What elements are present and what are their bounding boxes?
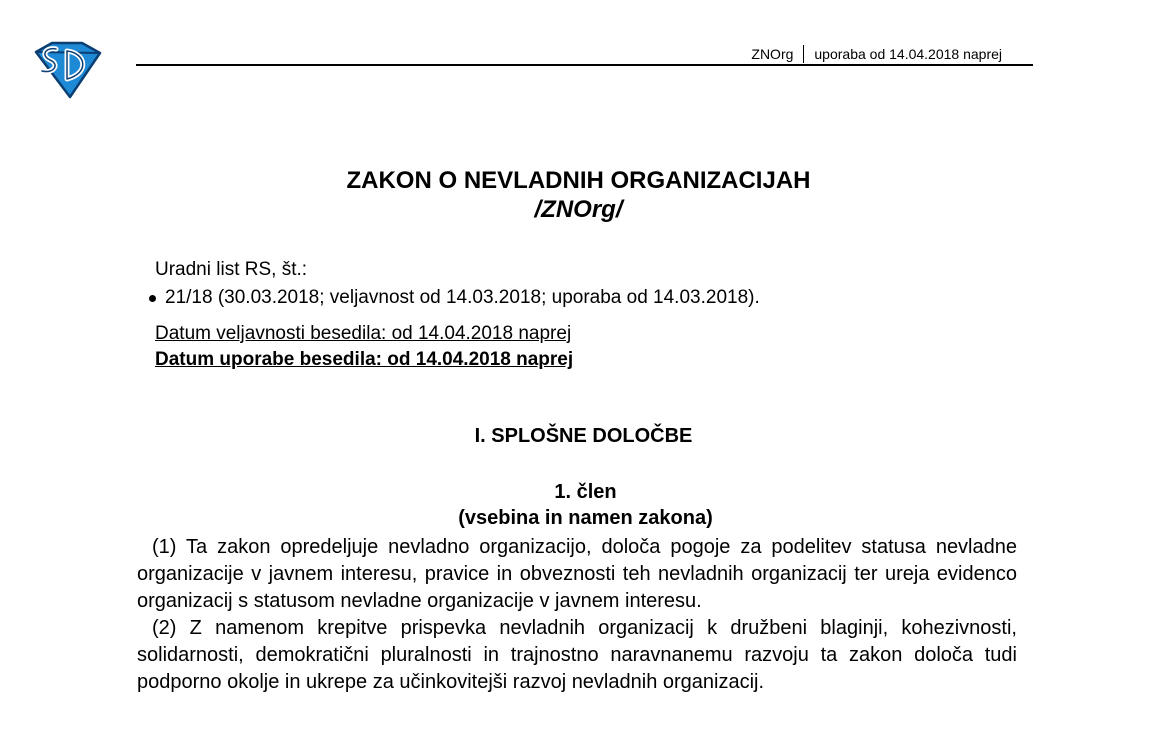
gazette-entry-text: 21/18 (30.03.2018; veljavnost od 14.03.2018; uporaba od 14.03.2018). (165, 287, 760, 308)
gazette-block (155, 256, 760, 312)
running-header (751, 45, 1002, 63)
validity-date: Datum veljavnosti besedila: od 14.04.2018 naprej (155, 323, 572, 344)
article-paragraph: (1) Ta zakon opredeljuje nevladno organizacijo, določa pogoje za podelitev statusa nevladne organizacije v javnem interesu, pravice in obveznosti teh nevladnih organizacij ter ureja evidenco organizacij s statusom nevladne organizacije v javnem interesu. (137, 536, 1017, 612)
article-body (137, 534, 1017, 696)
document-title-block (0, 166, 1157, 224)
document-title: ZAKON O NEVLADNIH ORGANIZACIJAH (346, 167, 811, 194)
article-number: 1. člen (554, 481, 617, 503)
header-rule (136, 64, 1033, 66)
document-abbreviation: /ZNOrg/ (534, 196, 623, 223)
text-dates-block (155, 321, 573, 373)
bullet-icon (149, 295, 156, 302)
article-heading: (vsebina in namen zakona) (458, 507, 713, 529)
header-applicability: uporaba od 14.04.2018 naprej (814, 46, 1002, 62)
section-title: I. SPLOŠNE DOLOČBE (474, 425, 693, 447)
publisher-logo-icon (30, 40, 102, 100)
header-abbreviation: ZNOrg (751, 46, 794, 62)
article-paragraph: (2) Z namenom krepitve prispevka nevladnih organizacij k družbeni blaginji, kohezivnosti, solidarnosti, demokratični pluralnosti in trajnostno naravnanemu razvoju ta zakon določa tudi podporno okolje in ukrepe za učinkovitejši razvoj nevladnih organizacij. (137, 617, 1017, 693)
gazette-entry (155, 284, 760, 312)
header-separator (803, 45, 804, 63)
gazette-label: Uradni list RS, št.: (155, 259, 308, 280)
application-date: Datum uporabe besedila: od 14.04.2018 naprej (155, 349, 574, 370)
